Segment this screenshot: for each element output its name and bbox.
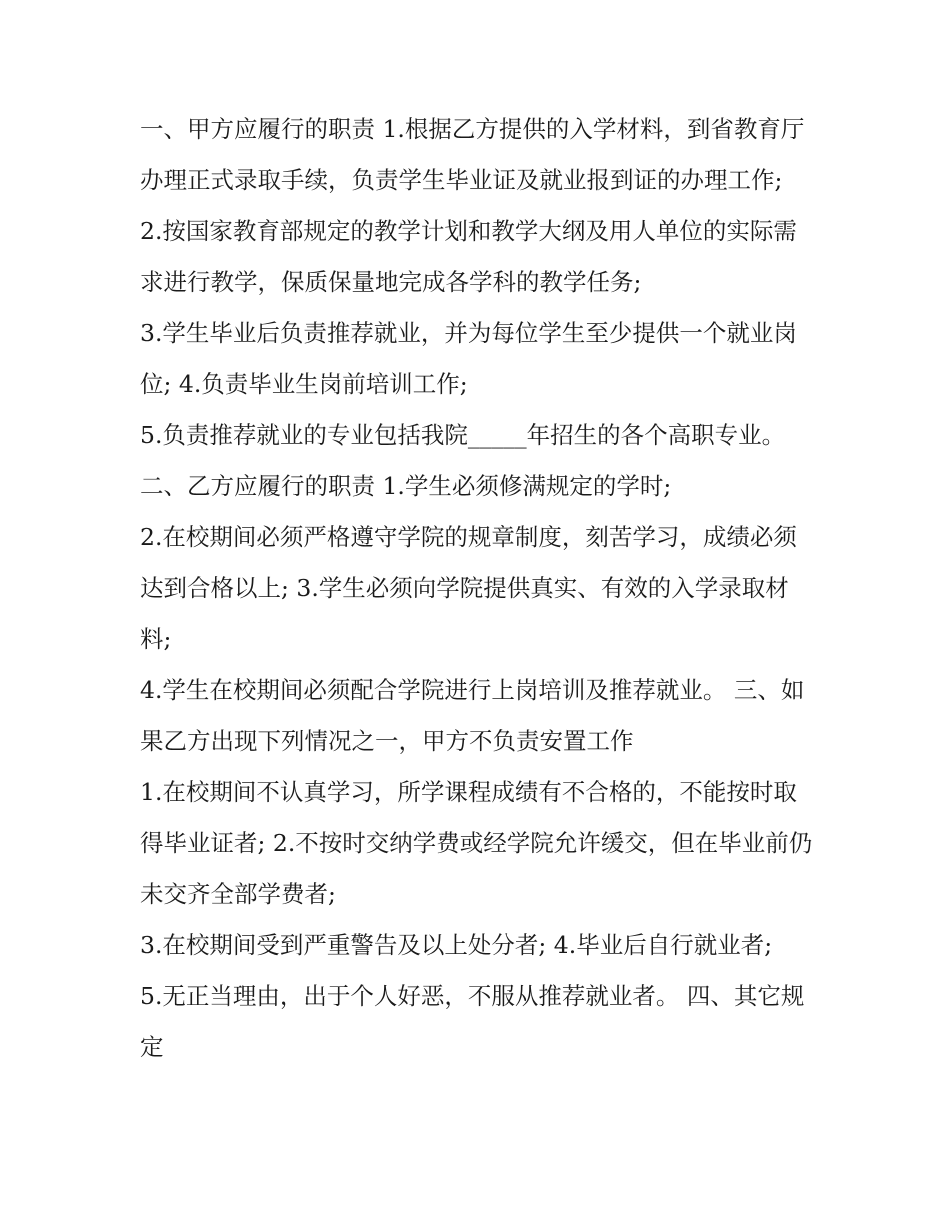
paragraph-employment-recommendation: 3.学生毕业后负责推荐就业，并为每位学生至少提供一个就业岗位; 4.负责毕业生岗前培训工作; [140,319,797,398]
paragraph-training-cooperation: 4.学生在校期间必须配合学院进行上岗培训及推荐就业。 三、如果乙方出现下列情况之一，甲方不负责安置工作 [140,676,805,755]
paragraph-exclusion-discipline: 3.在校期间受到严重警告及以上处分者; 4.毕业后自行就业者; [140,931,773,959]
paragraph-exclusion-study: 1.在校期间不认真学习，所学课程成绩有不合格的，不能按时取得毕业证者; 2.不按时交纳学费或经学院允许缓交，但在毕业前仍未交齐全部学费者; [140,778,813,908]
paragraph-exclusion-refusal: 5.无正当理由，出于个人好恶，不服从推荐就业者。 四、其它规定 [140,982,805,1061]
document-body [140,104,820,1073]
paragraph-party-b-duties: 二、乙方应履行的职责 1.学生必须修满规定的学时; [140,472,672,500]
paragraph-majors-scope: 5.负责推荐就业的专业包括我院_____年招生的各个高职专业。 [140,421,786,449]
paragraph-party-a-duties: 一、甲方应履行的职责 1.根据乙方提供的入学材料，到省教育厅办理正式录取手续，负责学生毕业证及就业报到证的办理工作; [140,115,805,194]
paragraph-teaching-plan: 2.按国家教育部规定的教学计划和教学大纲及用人单位的实际需求进行教学，保质保量地完成各学科的教学任务; [140,217,797,296]
paragraph-school-rules: 2.在校期间必须严格遵守学院的规章制度，刻苦学习，成绩必须达到合格以上; 3.学生必须向学院提供真实、有效的入学录取材料; [140,523,797,653]
